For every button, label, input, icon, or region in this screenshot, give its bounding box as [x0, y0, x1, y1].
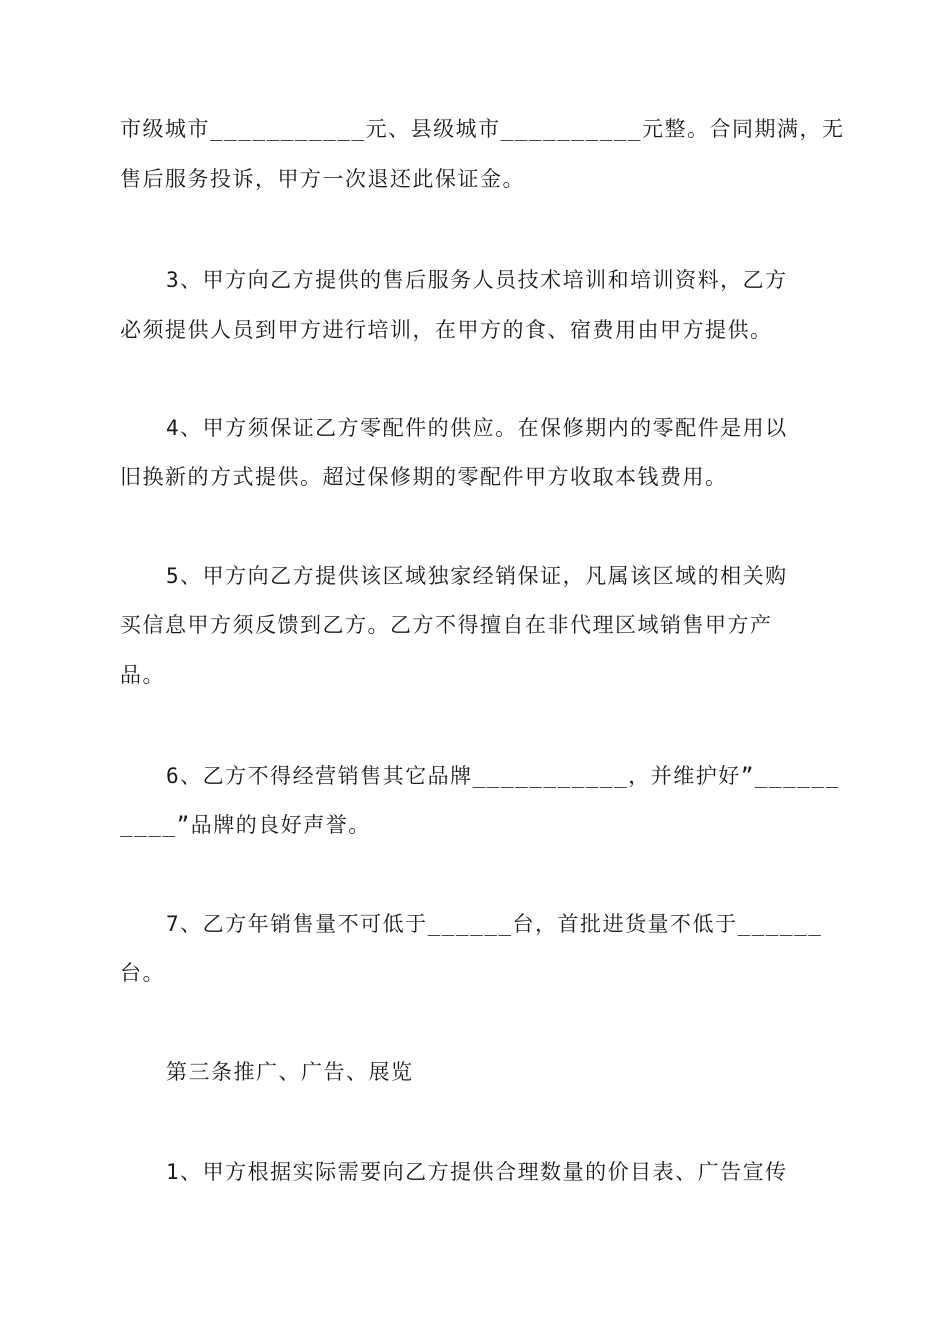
text-line: 6、乙方不得经营销售其它品牌___________，并维护好”______: [166, 764, 840, 788]
text-line: 4、甲方须保证乙方零配件的供应。在保修期内的零配件是用以: [166, 416, 788, 440]
text-line: 7、乙方年销售量不可低于______台，首批进货量不低于______: [166, 912, 823, 936]
text-line: 5、甲方向乙方提供该区域独家经销保证，凡属该区域的相关购: [166, 564, 788, 588]
text-line: 售后服务投诉，甲方一次退还此保证金。: [120, 167, 525, 191]
text-line: 台。: [120, 961, 165, 985]
text-line: 1、甲方根据实际需要向乙方提供合理数量的价目表、广告宣传: [166, 1160, 788, 1184]
text-line: 品。: [120, 663, 165, 687]
text-line: ____”品牌的良好声誉。: [120, 813, 371, 837]
section-heading: 第三条推广、广告、展览: [166, 1060, 414, 1084]
text-line: 3、甲方向乙方提供的售后服务人员技术培训和培训资料，乙方: [166, 268, 788, 292]
text-line: 买信息甲方须反馈到乙方。乙方不得擅自在非代理区域销售甲方产: [120, 613, 773, 637]
text-line: 旧换新的方式提供。超过保修期的零配件甲方收取本钱费用。: [120, 465, 728, 489]
text-line: 市级城市___________元、县级城市__________元整。合同期满，无: [120, 117, 845, 141]
text-line: 必须提供人员到甲方进行培训，在甲方的食、宿费用由甲方提供。: [120, 318, 773, 342]
